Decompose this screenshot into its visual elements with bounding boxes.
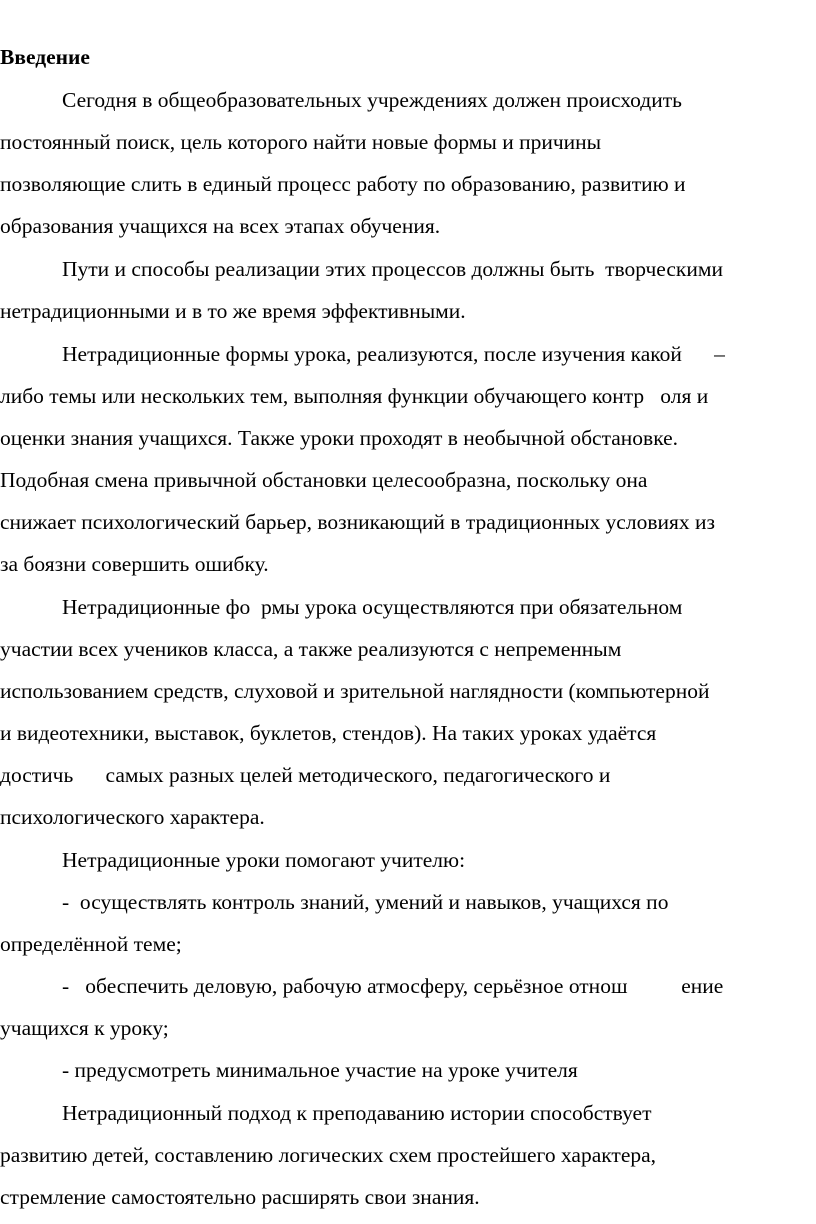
paragraph-line: определённой теме;: [0, 932, 182, 956]
paragraph-line: Нетрадиционный подход к преподаванию истории способствует: [62, 1101, 652, 1125]
paragraph-line: стремление самостоятельно расширять свои знания.: [0, 1185, 480, 1209]
paragraph-line: участии всех учеников класса, а также реализуются с непременным: [0, 637, 622, 661]
paragraph-line: Подобная смена привычной обстановки целесообразна, поскольку она: [0, 468, 648, 492]
paragraph-line: либо темы или нескольких тем, выполняя функции обучающего контр оля и: [0, 384, 709, 408]
paragraph-line: нетрадиционными и в то же время эффективными.: [0, 299, 466, 323]
document-heading: Введение: [0, 45, 90, 69]
paragraph-line: развитию детей, составлению логических схем простейшего характера,: [0, 1143, 657, 1167]
paragraph-line: оценки знания учащихся. Также уроки проходят в необычной обстановке.: [0, 426, 679, 450]
list-item: - обеспечить деловую, рабочую атмосферу, серьёзное отнош ение: [62, 974, 724, 998]
paragraph-line: психологического характера.: [0, 805, 265, 829]
paragraph-line: Нетрадиционные формы урока, реализуются, после изучения какой –: [62, 342, 725, 366]
paragraph-line: достичь самых разных целей методического, педагогического и: [0, 763, 611, 787]
paragraph-line: и видеотехники, выставок, буклетов, стендов). На таких уроках удаётся: [0, 721, 657, 745]
paragraph-line: за боязни совершить ошибку.: [0, 552, 269, 576]
paragraph-line: постоянный поиск, цель которого найти новые формы и причины: [0, 130, 602, 154]
paragraph-line: учащихся к уроку;: [0, 1016, 169, 1040]
paragraph-line: образования учащихся на всех этапах обучения.: [0, 214, 441, 238]
paragraph-line: Нетрадиционные уроки помогают учителю:: [62, 848, 466, 872]
paragraph-line: Пути и способы реализации этих процессов должны быть творческими: [62, 257, 723, 281]
list-item: - предусмотреть минимальное участие на уроке учителя: [62, 1058, 578, 1082]
paragraph-line: позволяющие слить в единый процесс работу по образованию, развитию и: [0, 172, 686, 196]
paragraph-line: использованием средств, слуховой и зрительной наглядности (компьютерной: [0, 679, 710, 703]
paragraph-line: Сегодня в общеобразовательных учреждениях должен происходить: [62, 88, 682, 112]
paragraph-line: Нетрадиционные фо рмы урока осуществляются при обязательном: [62, 595, 683, 619]
paragraph-line: снижает психологический барьер, возникающий в традиционных условиях из: [0, 510, 716, 534]
list-item: - осуществлять контроль знаний, умений и навыков, учащихся по: [62, 890, 669, 914]
